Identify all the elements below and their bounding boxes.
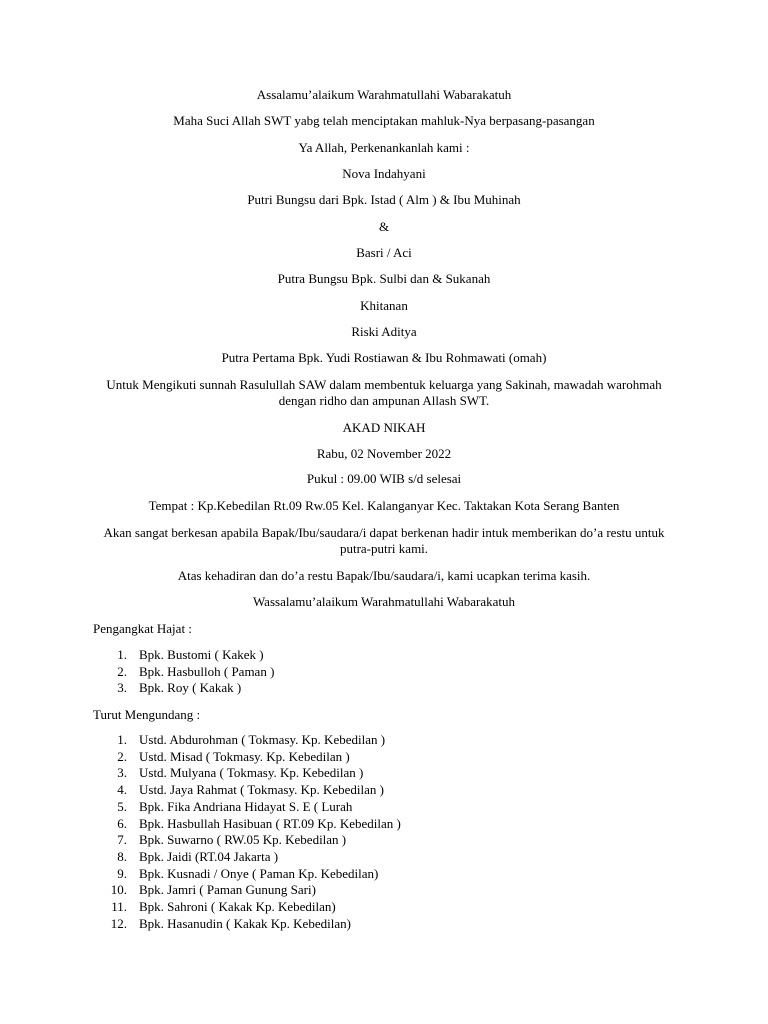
list-text: Bpk. Hasbullah Hasibuan ( RT.09 Kp. Kebedilan ) bbox=[139, 815, 401, 831]
list-text: Bpk. Suwarno ( RW.05 Kp. Kebedilan ) bbox=[139, 832, 347, 848]
groom-parents: Putra Bungsu Bpk. Sulbi dan & Sukanah bbox=[277, 271, 491, 286]
list-number: 12. bbox=[110, 915, 127, 931]
list-number: 2. bbox=[117, 748, 127, 764]
list-number: 2. bbox=[117, 663, 127, 679]
khitanan-name: Riski Aditya bbox=[351, 324, 417, 339]
list-text: Bpk. Fika Andriana Hidayat S. E ( Lurah bbox=[139, 798, 353, 814]
invitation-paragraph: Akan sangat berkesan apabila Bapak/Ibu/saudara/i dapat berkenan hadir intuk memberikan do’a restu untuk putra-putri kami. bbox=[103, 525, 665, 556]
bride-name: Nova Indahyani bbox=[342, 166, 426, 181]
closing-salam: Wassalamu’alaikum Warahmatullahi Wabarakatuh bbox=[252, 594, 516, 609]
list-text: Ustd. Jaya Rahmat ( Tokmasy. Kp. Kebedilan ) bbox=[139, 782, 384, 798]
list-number: 5. bbox=[117, 798, 127, 814]
list-text: Ustd. Mulyana ( Tokmasy. Kp. Kebedilan ) bbox=[139, 765, 364, 781]
list-text: Bpk. Jamri ( Paman Gunung Sari) bbox=[139, 882, 316, 898]
khitanan-parents: Putra Pertama Bpk. Yudi Rostiawan & Ibu Rohmawati (omah) bbox=[221, 350, 547, 365]
list-number: 9. bbox=[117, 865, 127, 881]
opening-line: Maha Suci Allah SWT yabg telah menciptakan mahluk-Nya berpasang-pasangan bbox=[173, 113, 595, 128]
bride-parents: Putri Bungsu dari Bpk. Istad ( Alm ) & Ibu Muhinah bbox=[247, 192, 521, 207]
list-number: 4. bbox=[117, 782, 127, 798]
list-text: Ustd. Misad ( Tokmasy. Kp. Kebedilan ) bbox=[139, 748, 350, 764]
groom-name: Basri / Aci bbox=[356, 245, 412, 260]
pengangkat-label: Pengangkat Hajat : bbox=[93, 621, 192, 636]
khitanan-title: Khitanan bbox=[360, 298, 408, 313]
list-number: 11. bbox=[111, 899, 127, 914]
event-title: AKAD NIKAH bbox=[342, 420, 426, 435]
list-text: Bpk. Kusnadi / Onye ( Paman Kp. Kebedilan) bbox=[139, 865, 379, 881]
list-number: 1. bbox=[117, 732, 127, 747]
list-number: 7. bbox=[117, 832, 127, 848]
list-text: Bpk. Hasanudin ( Kakak Kp. Kebedilan) bbox=[139, 915, 351, 931]
list-number: 1. bbox=[117, 647, 127, 662]
ampersand: & bbox=[378, 219, 390, 234]
event-date: Rabu, 02 November 2022 bbox=[316, 446, 452, 461]
list-number: 6. bbox=[117, 815, 127, 831]
list-number: 10. bbox=[110, 882, 127, 898]
event-place: Tempat : Kp.Kebedilan Rt.09 Rw.05 Kel. Kalanganyar Kec. Taktakan Kota Serang Banten bbox=[148, 498, 620, 513]
thanks-line: Atas kehadiran dan do’a restu Bapak/Ibu/saudara/i, kami ucapkan terima kasih. bbox=[177, 568, 591, 583]
prayer-line: Ya Allah, Perkenankanlah kami : bbox=[298, 140, 470, 155]
opening-salam: Assalamu’alaikum Warahmatullahi Wabarakatuh bbox=[256, 87, 512, 102]
event-time: Pukul : 09.00 WIB s/d selesai bbox=[306, 471, 462, 486]
list-text: Bpk. Bustomi ( Kakek ) bbox=[139, 647, 264, 662]
list-number: 3. bbox=[117, 765, 127, 781]
list-text: Bpk. Jaidi (RT.04 Jakarta ) bbox=[139, 848, 279, 864]
list-number: 8. bbox=[117, 848, 127, 864]
turut-label: Turut Mengundang : bbox=[93, 707, 201, 722]
purpose-paragraph: Untuk Mengikuti sunnah Rasulullah SAW dalam membentuk keluarga yang Sakinah, mawadah warohmah dengan ridho dan ampunan Allash SWT. bbox=[106, 377, 662, 408]
list-text: Bpk. Roy ( Kakak ) bbox=[139, 680, 242, 696]
list-text: Bpk. Hasbulloh ( Paman ) bbox=[139, 663, 275, 679]
list-text: Bpk. Sahroni ( Kakak Kp. Kebedilan) bbox=[139, 899, 336, 914]
list-text: Ustd. Abdurohman ( Tokmasy. Kp. Kebedilan ) bbox=[139, 732, 386, 747]
list-number: 3. bbox=[117, 680, 127, 696]
